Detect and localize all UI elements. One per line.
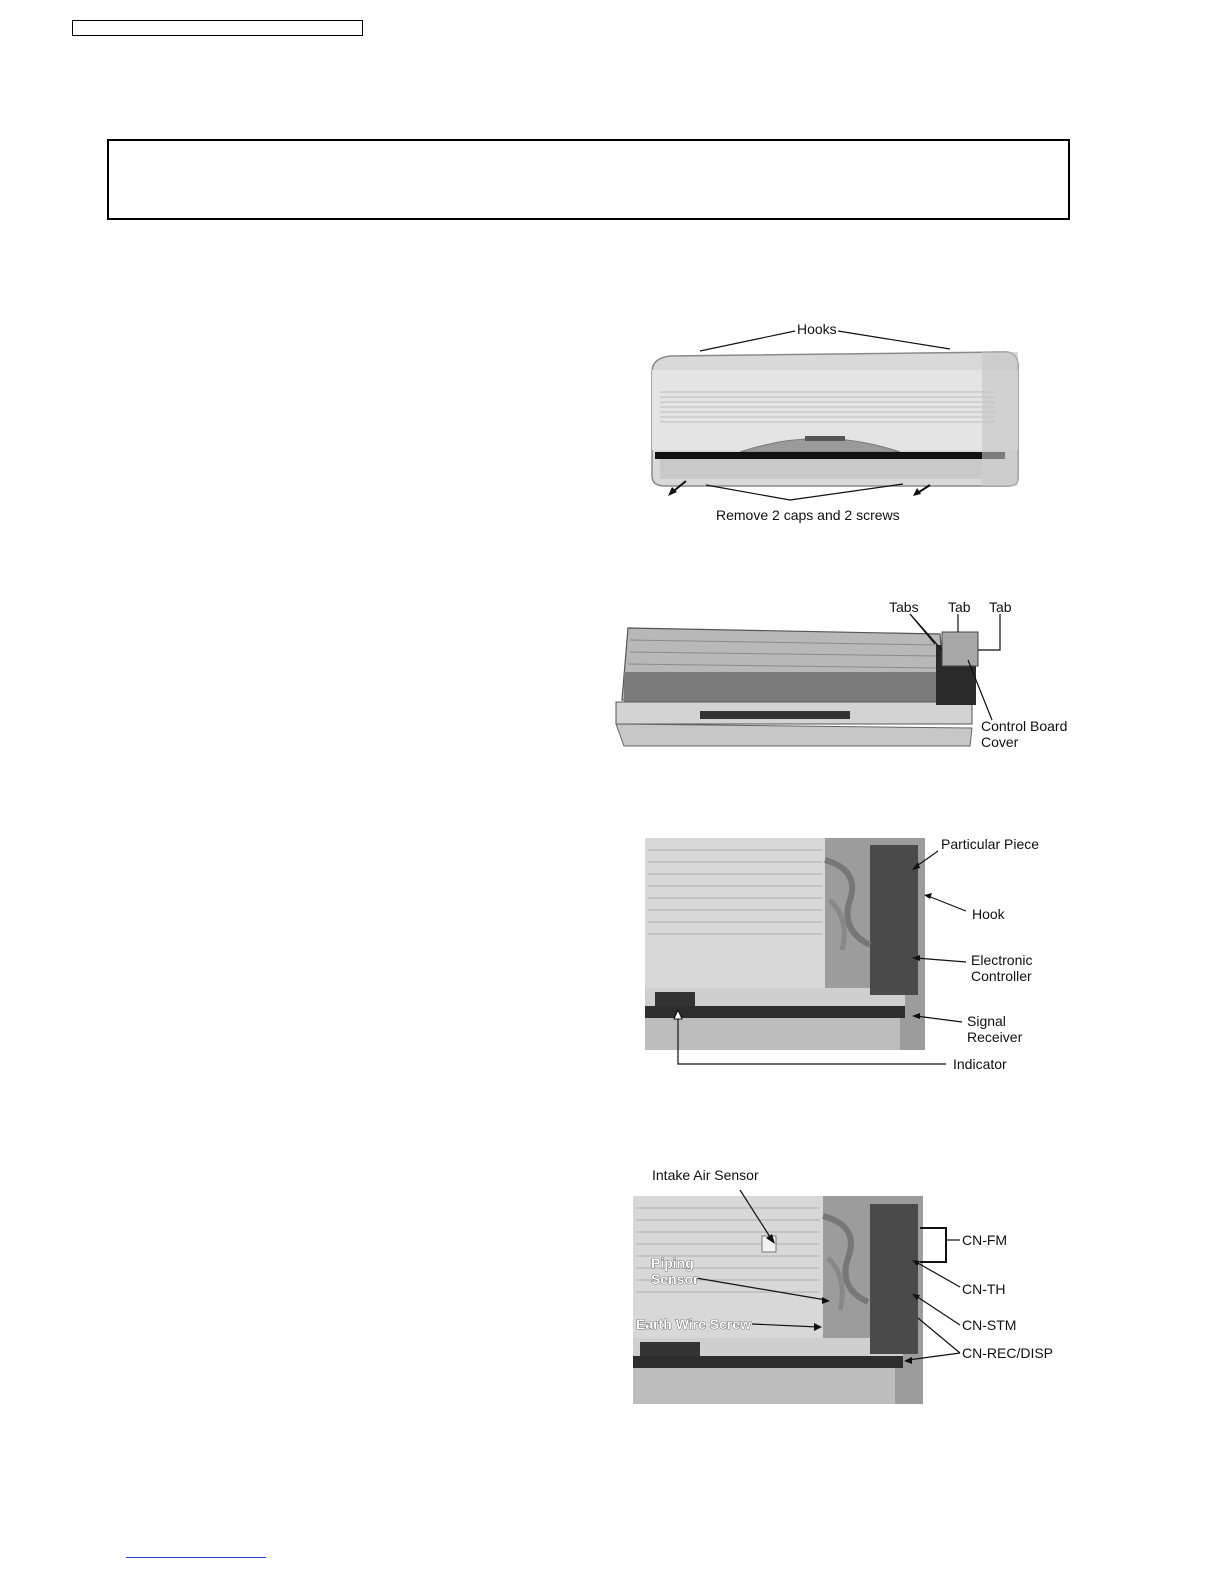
label-cn-rec-disp: CN-REC/DISP: [962, 1345, 1054, 1361]
label-indicator: Indicator: [953, 1056, 1007, 1072]
label-cn-fm: CN-FM: [962, 1232, 1008, 1248]
label-cn-stm: CN-STM: [962, 1317, 1017, 1333]
label-signal-receiver: Signal Receiver: [967, 1013, 1023, 1045]
label-cn-th: CN-TH: [962, 1281, 1006, 1297]
label-particular-piece: Particular Piece: [941, 836, 1040, 852]
footer-link[interactable]: [126, 1557, 266, 1558]
label-hooks: Hooks: [797, 321, 837, 337]
label-earth-wire-screw: Earth Wire Screw: [636, 1316, 752, 1332]
label-tabs: Tabs: [889, 599, 919, 615]
label-hook: Hook: [972, 906, 1005, 922]
label-electronic-controller: Electronic Controller: [971, 952, 1033, 984]
label-intake-air-sensor: Intake Air Sensor: [652, 1167, 759, 1183]
label-piping-sensor: Piping Sensor: [651, 1255, 699, 1287]
label-remove-caps: Remove 2 caps and 2 screws: [716, 507, 900, 523]
label-control-board-cover: Control Board Cover: [981, 718, 1068, 750]
label-tab-b: Tab: [989, 599, 1012, 615]
label-tab-a: Tab: [948, 599, 971, 615]
